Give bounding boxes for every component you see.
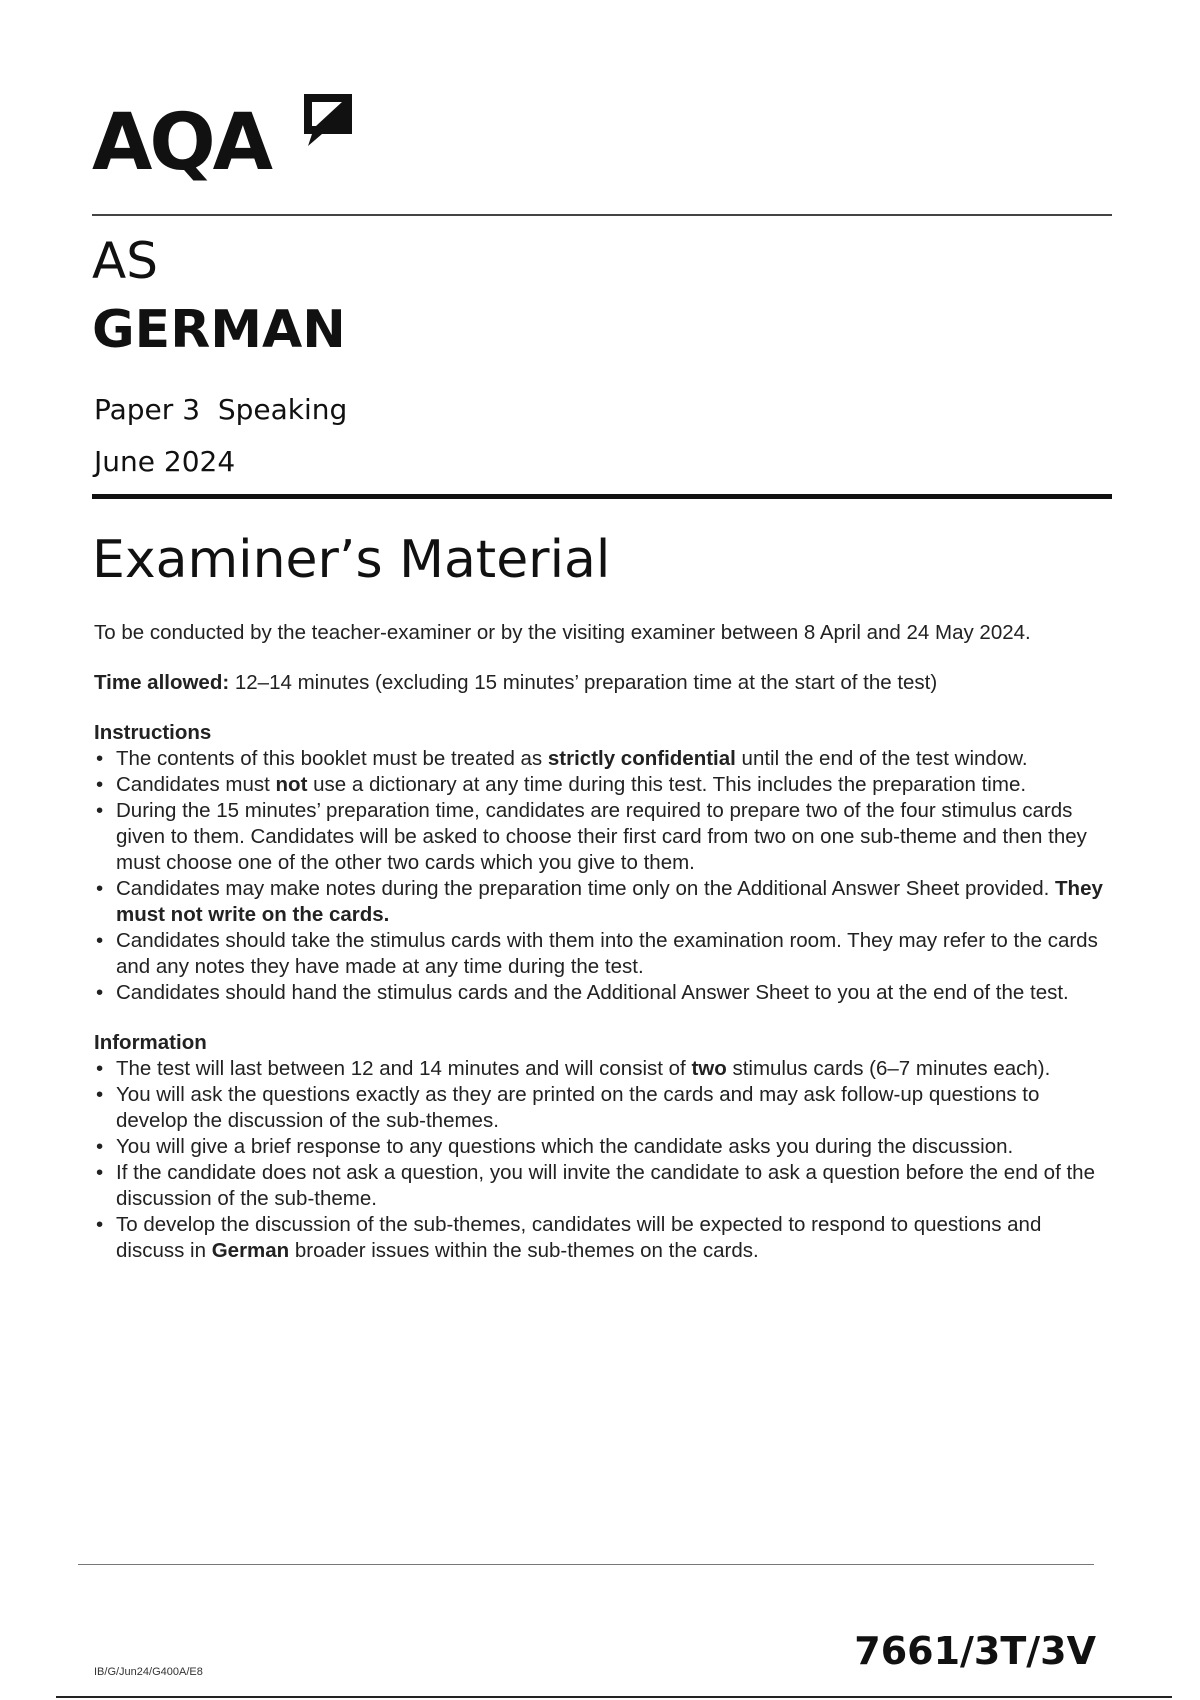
- aqa-flag-logo-icon: [298, 90, 354, 146]
- subject-title: GERMAN: [92, 300, 346, 360]
- exam-date: June 2024: [94, 445, 236, 478]
- qualification-level: AS: [92, 232, 158, 290]
- header-divider: [92, 214, 1112, 216]
- list-item: • Candidates must not use a dictionary at any time during this test. This includes the preparation time.: [94, 772, 1104, 798]
- list-item: • Candidates may make notes during the preparation time only on the Additional Answer Sheet provided. They must not write on the cards.: [94, 876, 1104, 928]
- page-bottom-rule: [56, 1696, 1172, 1698]
- page-title: Examiner’s Material: [92, 530, 611, 590]
- information-heading: Information: [94, 1031, 207, 1054]
- document-body: [94, 620, 1104, 1264]
- list-item: • Candidates should take the stimulus cards with them into the examination room. They may refer to the cards and any notes they have made at any time during the test.: [94, 928, 1104, 980]
- time-allowed-label: Time allowed:: [94, 671, 230, 694]
- list-item: • Candidates should hand the stimulus cards and the Additional Answer Sheet to you at the end of the test.: [94, 980, 1104, 1006]
- list-item: • The test will last between 12 and 14 minutes and will consist of two stimulus cards (6–7 minutes each).: [94, 1056, 1104, 1082]
- list-item: • To develop the discussion of the sub-themes, candidates will be expected to respond to questions and discuss in German broader issues within the sub-themes on the cards.: [94, 1212, 1104, 1264]
- footer-reference: IB/G/Jun24/G400A/E8: [94, 1666, 203, 1678]
- intro-text: To be conducted by the teacher-examiner or by the visiting examiner between 8 April and 24 May 2024.: [94, 621, 1031, 644]
- time-allowed: [94, 670, 1104, 696]
- aqa-logo: [92, 86, 271, 188]
- list-item: • You will give a brief response to any questions which the candidate asks you during the discussion.: [94, 1134, 1104, 1160]
- title-divider: [92, 494, 1112, 499]
- list-item: • During the 15 minutes’ preparation time, candidates are required to prepare two of the four stimulus cards given to them. Candidates will be asked to choose their first card from two on one sub-theme and then they must choose one of the other two cards which you give to them.: [94, 798, 1104, 876]
- footer-divider: [78, 1564, 1094, 1565]
- time-allowed-value: 12–14 minutes (excluding 15 minutes’ preparation time at the start of the test): [229, 671, 938, 694]
- information-list: [94, 1056, 1104, 1264]
- logo-text: AQA: [92, 98, 271, 188]
- list-item: • The contents of this booklet must be treated as strictly confidential until the end of the test window.: [94, 746, 1104, 772]
- instructions-list: [94, 746, 1104, 1006]
- paper-name: Paper 3 Speaking: [94, 393, 348, 426]
- list-item: • If the candidate does not ask a question, you will invite the candidate to ask a question before the end of the discussion of the sub-theme.: [94, 1160, 1104, 1212]
- list-item: • You will ask the questions exactly as they are printed on the cards and may ask follow-up questions to develop the discussion of the sub-themes.: [94, 1082, 1104, 1134]
- paper-code: 7661/3T/3V: [854, 1629, 1096, 1673]
- instructions-heading: Instructions: [94, 721, 212, 744]
